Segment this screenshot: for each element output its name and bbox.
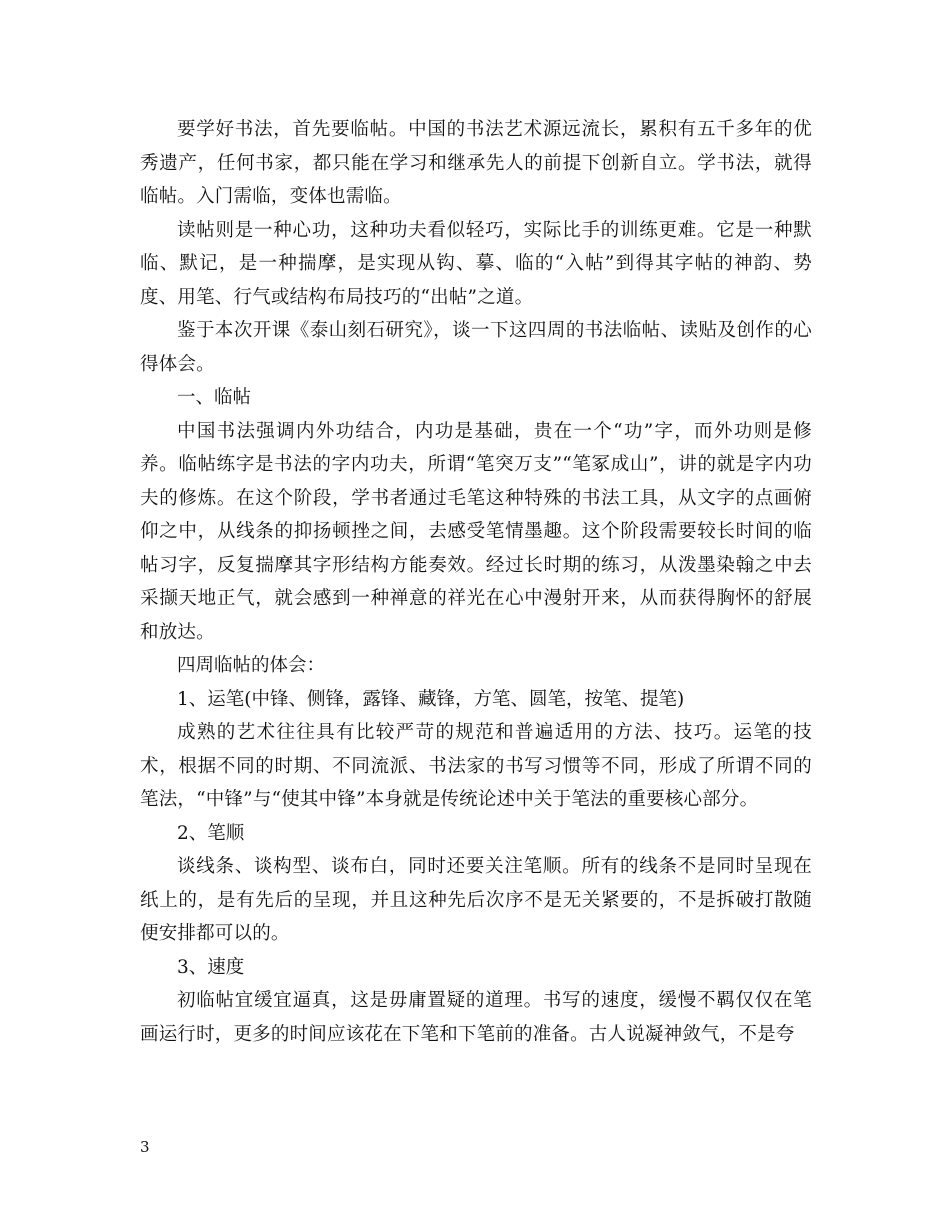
page-number: 3 (140, 1138, 150, 1156)
paragraph-inner-outer-skill: 中国书法强调内外功结合，内功是基础，贵在一个“功”字，而外功则是修养。临帖练字是书法的字内功夫，所谓“笔突万支”“笔冢成山”，讲的就是字内功夫的修炼。在这个阶段，学书者通过毛笔这种特殊的书法工具，从文字的点画俯仰之中，从线条的抑扬顿挫之间，去感受笔情墨趣。这个阶段需要较长时间的临帖习字，反复揣摩其字形结构方能奏效。经过长时期的练习，从泼墨染翰之中去采撷天地正气，就会感到一种禅意的祥光在心中漫射开来，从而获得胸怀的舒展和放达。 (140, 420, 812, 643)
paragraph-reading-copybook: 读帖则是一种心功，这种功夫看似轻巧，实际比手的训练更难。它是一种默临、默记，是一种揣摩，是实现从钩、摹、临的“入帖”到得其字帖的神韵、势度、用笔、行气或结构布局技巧的“出帖”之道。 (140, 219, 812, 308)
heading-section-1: 一、临帖 (177, 387, 252, 408)
heading-stroke-order: 2、笔顺 (177, 822, 245, 844)
paragraph-intro-linting: 要学好书法，首先要临帖。中国的书法艺术源远流长，累积有五千多年的优秀遗产，任何书家，都只能在学习和继承先人的前提下创新自立。学书法，就得临帖。入门需临，变体也需临。 (140, 119, 812, 207)
heading-brush-technique: 1、运笔(中锋、侧锋，露锋、藏锋，方笔、圆笔，按笔、提笔) (177, 688, 685, 710)
heading-speed: 3、速度 (177, 956, 245, 978)
paragraph-course-intro: 鉴于本次开课《泰山刻石研究》，谈一下这四周的书法临帖、读贴及创作的心得体会。 (140, 320, 812, 375)
document-body (140, 113, 812, 1051)
paragraph-stroke-order: 谈线条、谈构型、谈布白，同时还要关注笔顺。所有的线条不是同时呈现在纸上的，是有先后的呈现，并且这种先后次序不是无关紧要的，不是拆破打散随便安排都可以的。 (140, 856, 812, 944)
heading-four-weeks: 四周临帖的体会： (177, 655, 326, 676)
paragraph-speed: 初临帖宜缓宜逼真，这是毋庸置疑的道理。书写的速度，缓慢不羁仅仅在笔画运行时，更多的时间应该花在下笔和下笔前的准备。古人说凝神敛气，不是夸 (140, 990, 812, 1045)
paragraph-brush-technique: 成熟的艺术往往具有比较严苛的规范和普遍适用的方法、技巧。运笔的技术，根据不同的时期、不同流派、书法家的书写习惯等不同，形成了所谓不同的笔法，“中锋”与“使其中锋”本身就是传统论述中关于笔法的重要核心部分。 (140, 722, 812, 810)
